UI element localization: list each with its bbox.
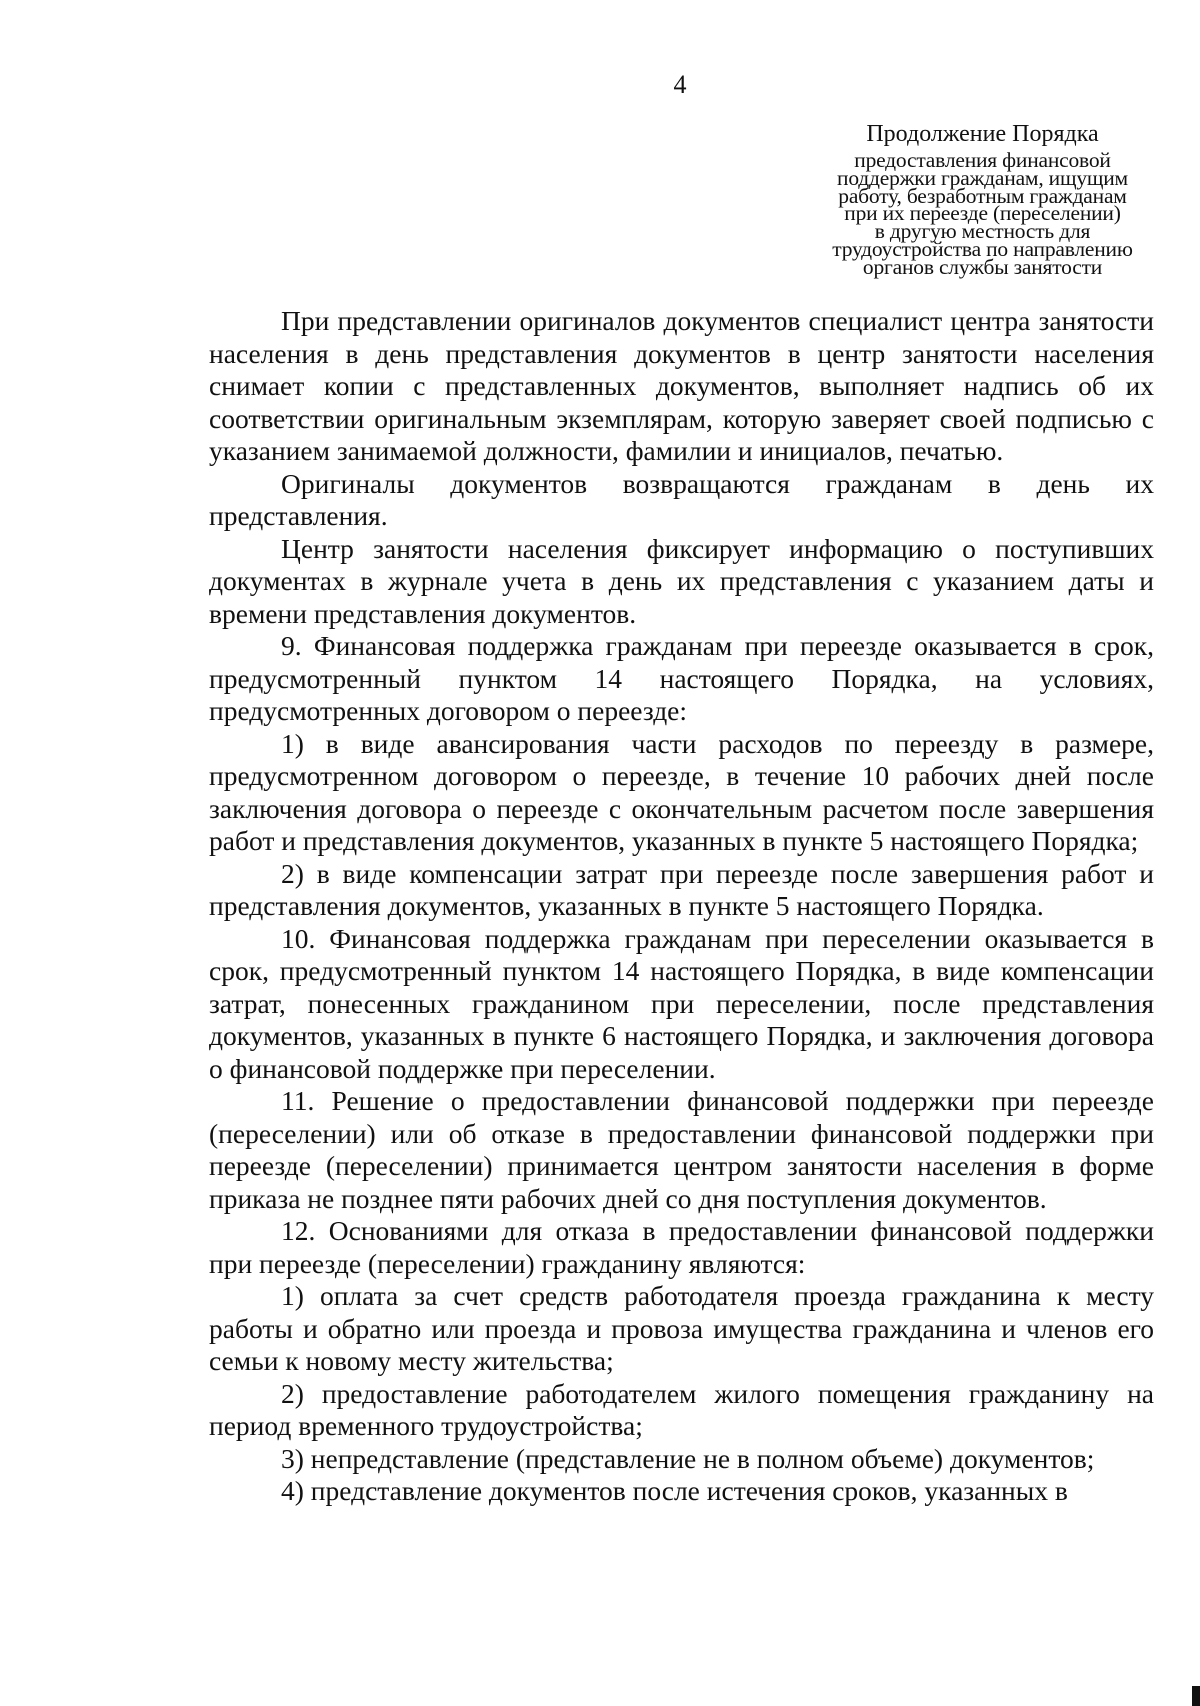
- paragraph: Центр занятости населения фиксирует информацию о поступивших документах в журнале учета в день их представления с указанием даты и времени представления документов.: [209, 532, 1154, 629]
- document-body: [209, 305, 1154, 1508]
- paragraph: 1) в виде авансирования части расходов по переезду в размере, предусмотренном договором о переезде, в течение 10 рабочих дней после заключения договора о переезде с окончательным расчетом после завершения работ и представления документов, указанных в пункте 5 настоящего Порядка;: [209, 727, 1154, 856]
- document-header: [785, 120, 1180, 277]
- paragraph: 12. Основаниями для отказа в предоставлении финансовой поддержки при переезде (переселении) гражданину являются:: [209, 1215, 1154, 1279]
- header-subtitle: [785, 148, 1180, 279]
- paragraph: 4) представление документов после истечения сроков, указанных в: [281, 1475, 1068, 1506]
- paragraph: 10. Финансовая поддержка гражданам при переселении оказывается в срок, предусмотренный пунктом 14 настоящего Порядка, в виде компенсации затрат, понесенных гражданином при переселении, после представления документов, указанных в пункте 6 настоящего Порядка, и заключения договора о финансовой поддержке при переселении.: [209, 922, 1154, 1084]
- header-line: в другую местность для: [874, 219, 1091, 244]
- paragraph: 11. Решение о предоставлении финансовой поддержки при переезде (переселении) или об отказе в предоставлении финансовой поддержки при переезде (переселении) принимается центром занятости населения в форме приказа не позднее пяти рабочих дней со дня поступления документов.: [209, 1085, 1154, 1214]
- paragraph: 9. Финансовая поддержка гражданам при переезде оказывается в срок, предусмотренный пунктом 14 настоящего Порядка, на условиях, предусмотренных договором о переезде:: [209, 630, 1154, 726]
- paragraph: При представлении оригиналов документов специалист центра занятости населения в день представления документов в центр занятости населения снимает копии с представленных документов, выполняет надпись об их соответствии оригинальным экземплярам, которую заверяет своей подписью с указанием занимаемой должности, фамилии и инициалов, печатью.: [209, 305, 1154, 466]
- paragraph: 2) предоставление работодателем жилого помещения гражданину на период временного трудоустройства;: [209, 1377, 1154, 1441]
- header-line: органов службы занятости: [862, 254, 1103, 279]
- header-line: при их переезде (переселении): [844, 201, 1121, 226]
- header-title: Продолжение Порядка: [866, 121, 1099, 147]
- header-line: предоставления финансовой: [854, 148, 1111, 172]
- header-line: трудоустройства по направлению: [832, 236, 1133, 261]
- paragraph: 3) непредставление (представление не в полном объеме) документов;: [281, 1442, 1095, 1474]
- header-line: поддержки гражданам, ищущим: [837, 165, 1128, 190]
- paragraph: 2) в виде компенсации затрат при переезде после завершения работ и представления документов, указанных в пункте 5 настоящего Порядка.: [209, 857, 1154, 921]
- header-line: работу, безработным гражданам: [838, 183, 1127, 208]
- paragraph: 1) оплата за счет средств работодателя проезда гражданина к месту работы и обратно или проезда и провоза имущества гражданина и членов его семьи к новому месту жительства;: [209, 1280, 1154, 1376]
- paragraph: Оригиналы документов возвращаются гражданам в день их представления.: [209, 467, 1154, 531]
- page-number: 4: [673, 70, 687, 99]
- scan-edge-mark: [1192, 1686, 1200, 1706]
